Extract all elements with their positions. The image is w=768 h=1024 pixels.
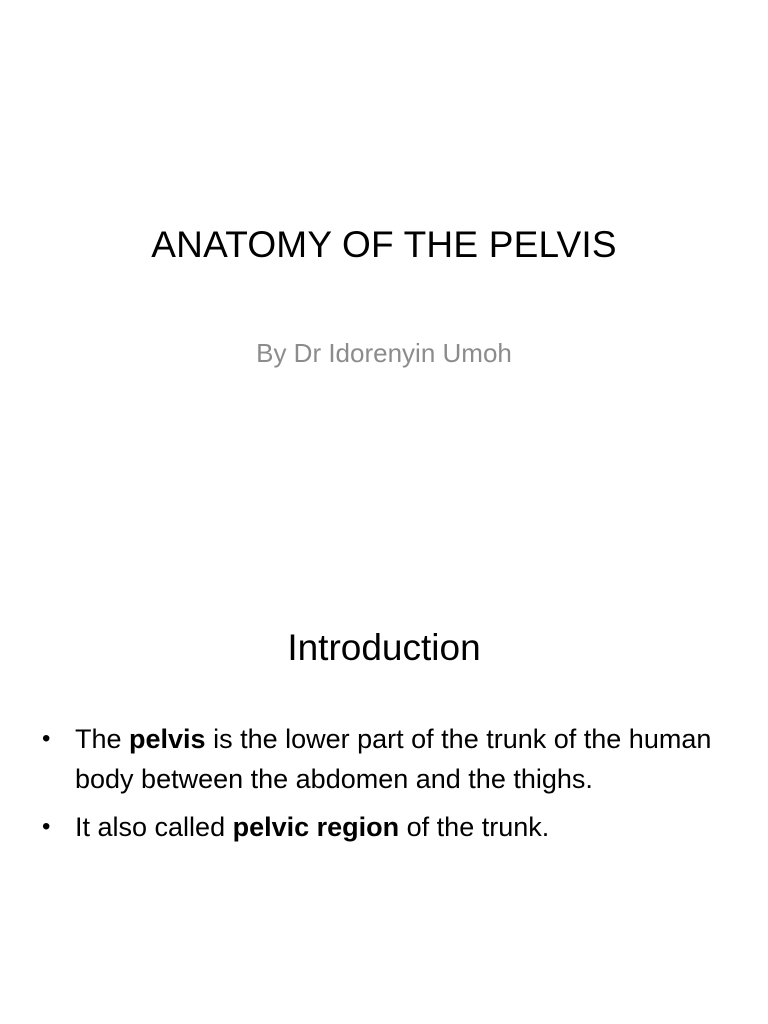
bullet-item-pelvis-definition — [42, 719, 732, 799]
bullet-text: It also called — [75, 812, 233, 842]
presentation-author: By Dr Idorenyin Umoh — [256, 338, 512, 368]
bullet-icon: • — [42, 813, 51, 840]
slide-title: Introduction — [287, 627, 481, 668]
bullet-list — [42, 719, 732, 855]
bold-term: pelvic region — [232, 812, 400, 842]
bullet-text: is the lower part of the trunk of the human body between the abdomen and the thighs. — [75, 724, 712, 794]
bullet-text: of the trunk. — [399, 812, 550, 842]
bullet-item-pelvic-region — [42, 807, 732, 847]
bullet-text: The — [75, 724, 130, 754]
bullet-icon: • — [42, 725, 51, 752]
bold-term: pelvis — [129, 724, 206, 754]
introduction-slide — [0, 512, 768, 1024]
presentation-title: ANATOMY OF THE PELVIS — [151, 224, 617, 265]
